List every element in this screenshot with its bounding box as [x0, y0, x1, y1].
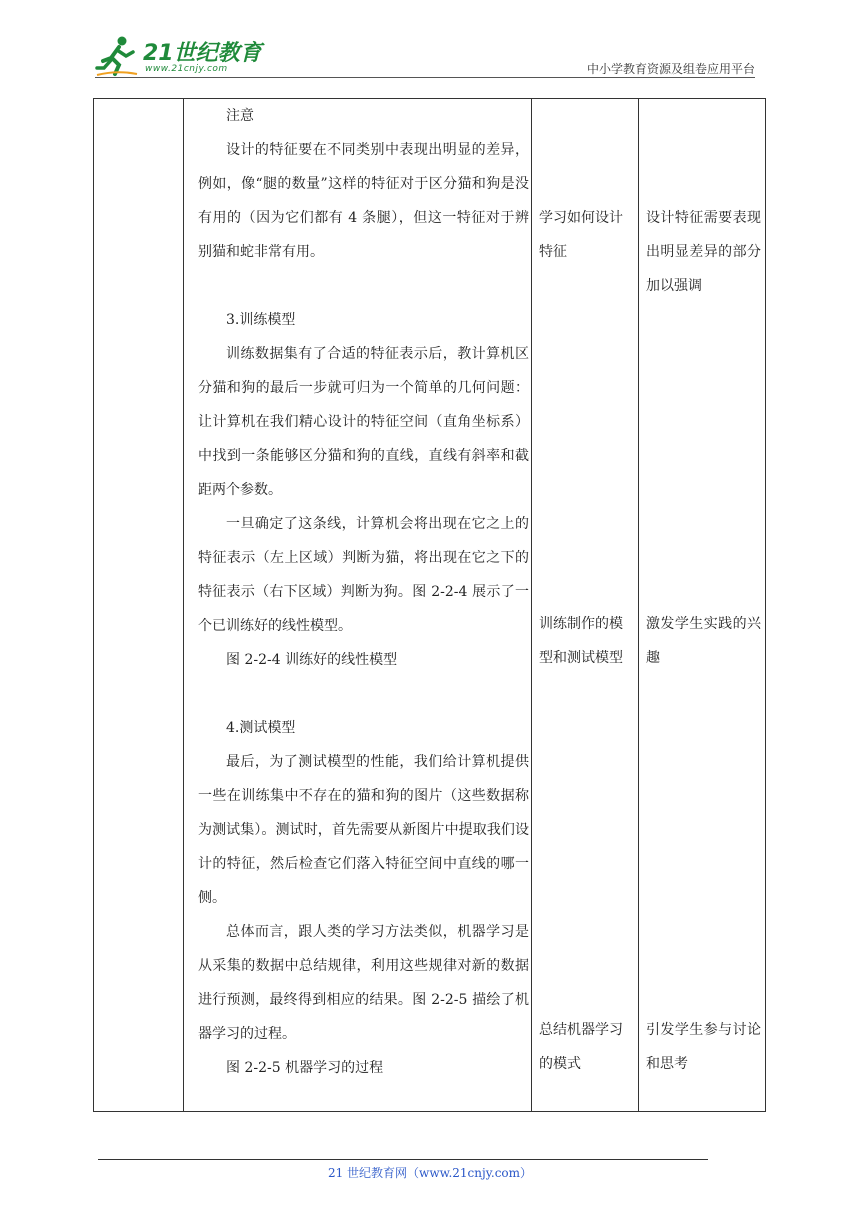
logo-brand: 21世纪教育 — [143, 41, 262, 66]
spacer — [198, 677, 529, 711]
paragraph: 一旦确定了这条线，计算机会将出现在它之上的特征表示（左上区域）判断为猫，将出现在它之下的特征表示（右下区域）判断为狗。图 2-2-4 展示了一个已训练好的线性模型。 — [198, 516, 529, 634]
header-divider — [95, 77, 755, 78]
paragraph: 训练数据集有了合适的特征表示后，教计算机区分猫和狗的最后一步就可归为一个简单的几何问题：让计算机在我们精心设计的特征空间（直角坐标系）中找到一条能够区分猫和狗的直线，直线有斜率和截距两个参数。 — [198, 346, 529, 498]
student-activity: 总结机器学习的模式 — [539, 1022, 623, 1072]
figure-caption: 图 2-2-4 训练好的线性模型 — [226, 652, 398, 668]
section-title: 3.训练模型 — [226, 312, 296, 328]
site-logo — [95, 34, 265, 78]
column-divider — [638, 99, 639, 1111]
section-title: 4.测试模型 — [226, 720, 296, 736]
design-intent: 设计特征需要表现出明显差异的部分加以强调 — [646, 210, 761, 294]
student-activity: 学习如何设计特征 — [539, 210, 623, 260]
note-paragraph: 设计的特征要在不同类别中表现出明显的差异，例如，像“腿的数量”这样的特征对于区分猫和狗是没有用的（因为它们都有 4 条腿），但这一特征对于辨别猫和蛇非常有用。 — [198, 142, 529, 260]
page-footer: 21 世纪教育网（www.21cnjy.com） — [327, 1166, 533, 1180]
spacer — [198, 269, 529, 303]
design-intent: 激发学生实践的兴趣 — [646, 616, 761, 666]
note-title: 注意 — [226, 108, 254, 124]
footer-divider — [98, 1159, 708, 1160]
student-activity: 训练制作的模型和测试模型 — [539, 616, 623, 666]
lesson-table — [93, 98, 766, 1112]
teaching-content-cell — [198, 99, 529, 1085]
paragraph: 最后，为了测试模型的性能，我们给计算机提供一些在训练集中不存在的猫和狗的图片（这些数据称为测试集）。测试时，首先需要从新图片中提取我们设计的特征，然后检查它们落入特征空间中直线的哪一侧。 — [198, 754, 529, 906]
column-divider — [531, 99, 532, 1111]
page-header — [95, 30, 755, 80]
logo-site: www.21cnjy.com — [145, 64, 228, 74]
design-intent: 引发学生参与讨论和思考 — [646, 1022, 761, 1072]
platform-name: 中小学教育资源及组卷应用平台 — [586, 62, 755, 76]
column-divider — [183, 99, 184, 1111]
paragraph: 总体而言，跟人类的学习方法类似，机器学习是从采集的数据中总结规律，利用这些规律对新的数据进行预测，最终得到相应的结果。图 2-2-5 描绘了机器学习的过程。 — [198, 924, 529, 1042]
figure-caption: 图 2-2-5 机器学习的过程 — [226, 1060, 384, 1076]
runner-logo-icon — [95, 34, 139, 78]
